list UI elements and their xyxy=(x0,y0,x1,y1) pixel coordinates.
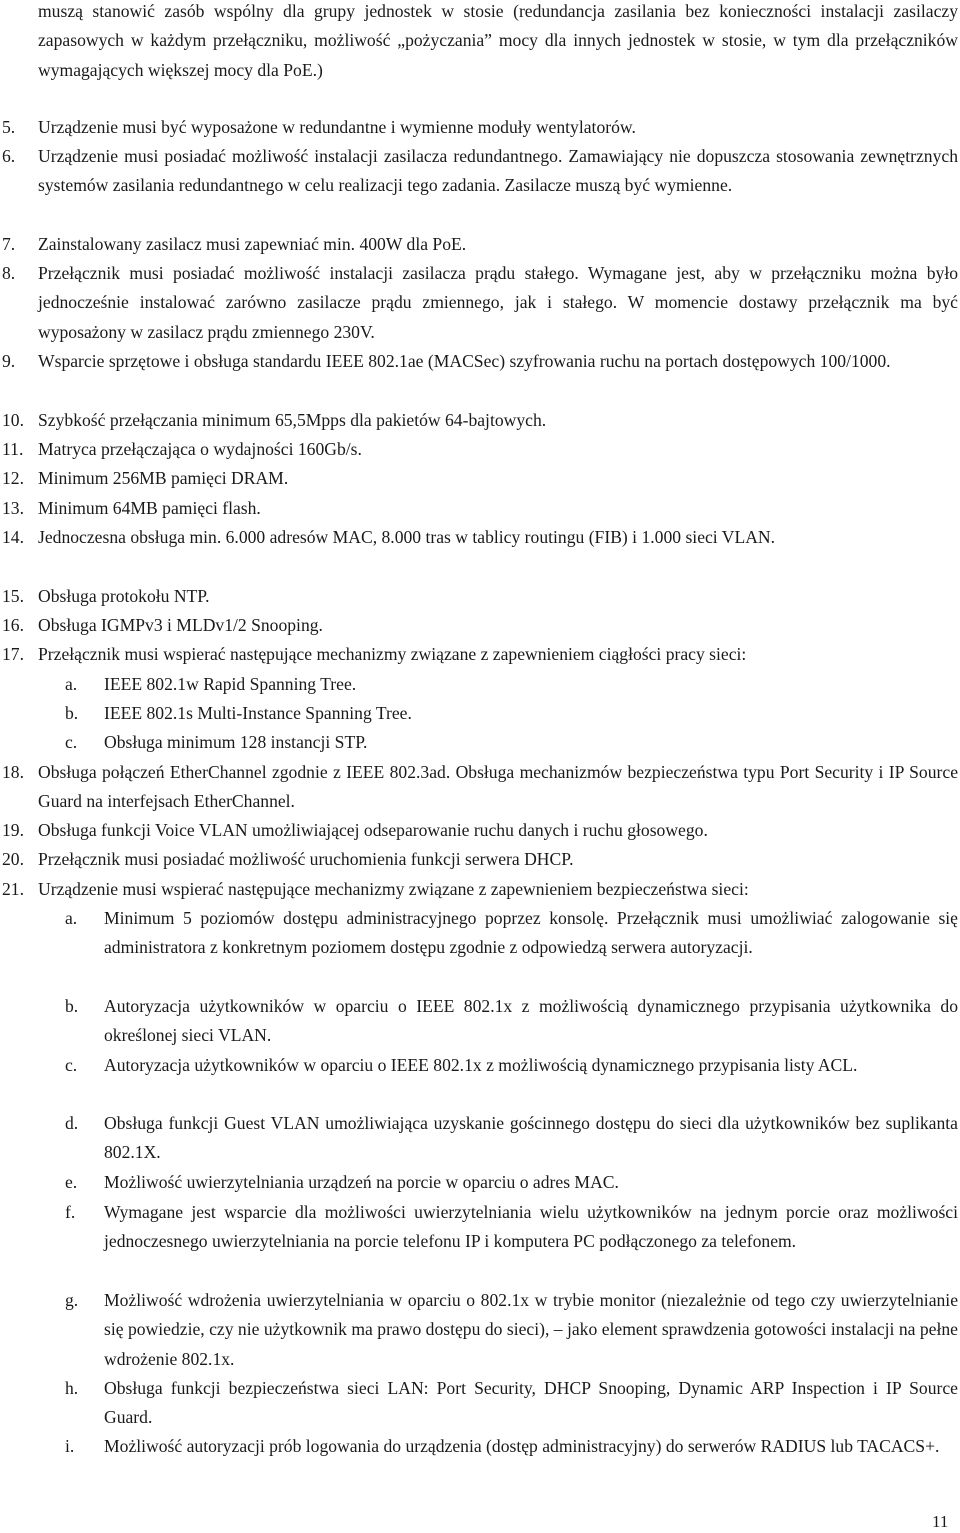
item-text: Obsługa protokołu NTP. xyxy=(38,586,210,606)
item-number: 17. xyxy=(2,644,24,664)
item-number: 20. xyxy=(2,849,24,869)
item-letter: a. xyxy=(65,674,78,694)
item-number: 11. xyxy=(2,439,24,459)
item-text: Urządzenie musi wspierać następujące mechanizmy związane z zapewnieniem bezpieczeństwa sieci: xyxy=(38,879,749,899)
item-text: IEEE 802.1w Rapid Spanning Tree. xyxy=(104,674,357,694)
item-text: Przełącznik musi wspierać następujące mechanizmy związane z zapewnieniem ciągłości pracy sieci: xyxy=(38,644,747,664)
item-text: Minimum 64MB pamięci flash. xyxy=(38,498,261,518)
item-letter: f. xyxy=(65,1202,76,1222)
item-text: Matryca przełączająca o wydajności 160Gb/s. xyxy=(38,439,362,459)
item-text: Przełącznik musi posiadać możliwość uruchomienia funkcji serwera DHCP. xyxy=(38,849,574,869)
item-number: 21. xyxy=(2,879,24,899)
item-letter: c. xyxy=(65,732,78,752)
item-letter: g. xyxy=(65,1290,79,1310)
item-letter: b. xyxy=(65,703,79,723)
item-text: Jednoczesna obsługa min. 6.000 adresów MAC, 8.000 tras w tablicy routingu (FIB) i 1.000 sieci VLAN. xyxy=(38,527,776,547)
item-number: 16. xyxy=(2,615,24,635)
item-letter: i. xyxy=(65,1436,75,1456)
item-number: 6. xyxy=(2,146,16,166)
item-text: Urządzenie musi posiadać możliwość instalacji zasilacza redundantnego. Zamawiający nie dopuszcza stosowania zewnętrznych systemów zasilania redundantnego w celu realizacji tego zadania. Zasilacze muszą być wymienne. xyxy=(38,146,958,196)
item-text: Przełącznik musi posiadać możliwość instalacji zasilacza prądu stałego. Wymagane jest, aby w przełączniku można było jednocześnie instalować zarówno zasilacze prądu zmiennego, jak i stałego. W momencie dostawy przełącznik ma być wyposażony w zasilacz prądu zmiennego 230V. xyxy=(38,263,958,342)
item-text: Autoryzacja użytkowników w oparciu o IEEE 802.1x z możliwością dynamicznego przypisania użytkownika do określonej sieci VLAN. xyxy=(104,996,958,1046)
item-text: Możliwość autoryzacji prób logowania do urządzenia (dostęp administracyjny) do serwerów RADIUS lub TACACS+. xyxy=(104,1436,940,1456)
item-number: 10. xyxy=(2,410,24,430)
item-number: 9. xyxy=(2,351,16,371)
item-text: Możliwość wdrożenia uwierzytelniania w oparciu o 802.1x w trybie monitor (niezależnie od tego czy uwierzytelnianie się powiedzie, czy nie użytkownik ma prawo dostępu do sieci), – jako element sprawdzenia gotowości instalacji na pełne wdrożenie 802.1x. xyxy=(104,1290,958,1369)
item-text: Szybkość przełączania minimum 65,5Mpps dla pakietów 64-bajtowych. xyxy=(38,410,547,430)
item-letter: c. xyxy=(65,1055,78,1075)
item-text: Obsługa funkcji bezpieczeństwa sieci LAN: Port Security, DHCP Snooping, Dynamic ARP Inspection i IP Source Guard. xyxy=(104,1378,958,1428)
page-number: 11 xyxy=(932,1512,949,1531)
item-text: Możliwość uwierzytelniania urządzeń na porcie w oparciu o adres MAC. xyxy=(104,1172,619,1192)
item-letter: b. xyxy=(65,996,79,1016)
item-text: Urządzenie musi być wyposażone w redundantne i wymienne moduły wentylatorów. xyxy=(38,117,636,137)
item-text: Obsługa połączeń EtherChannel zgodnie z IEEE 802.3ad. Obsługa mechanizmów bezpieczeństwa typu Port Security i IP Source Guard na interfejsach EtherChannel. xyxy=(38,762,958,812)
item-letter: e. xyxy=(65,1172,78,1192)
item-text: Zainstalowany zasilacz musi zapewniać min. 400W dla PoE. xyxy=(38,234,467,254)
item-letter: a. xyxy=(65,908,78,928)
continuation-paragraph: muszą stanowić zasób wspólny dla grupy jednostek w stosie (redundancja zasilania bez konieczności instalacji zasilaczy zapasowych w każdym przełączniku, możliwość „pożyczania” mocy dla innych jednostek w stosie, w tym dla przełączników wymagających większej mocy dla PoE.) xyxy=(38,1,958,80)
item-text: Wsparcie sprzętowe i obsługa standardu IEEE 802.1ae (MACSec) szyfrowania ruchu na portach dostępowych 100/1000. xyxy=(38,351,891,371)
item-text: Minimum 256MB pamięci DRAM. xyxy=(38,468,289,488)
item-letter: d. xyxy=(65,1113,79,1133)
item-number: 18. xyxy=(2,762,24,782)
item-number: 12. xyxy=(2,468,24,488)
item-text: Obsługa IGMPv3 i MLDv1/2 Snooping. xyxy=(38,615,323,635)
item-number: 19. xyxy=(2,820,24,840)
item-number: 13. xyxy=(2,498,24,518)
item-text: Obsługa minimum 128 instancji STP. xyxy=(104,732,368,752)
item-number: 8. xyxy=(2,263,16,283)
item-letter: h. xyxy=(65,1378,79,1398)
item-text: Minimum 5 poziomów dostępu administracyjnego poprzez konsolę. Przełącznik musi umożliwiać zalogowanie się administratora z konkretnym poziomem dostępu zgodnie z odpowiedzą serwera autoryzacji. xyxy=(104,908,958,958)
item-text: Obsługa funkcji Voice VLAN umożliwiającej odseparowanie ruchu danych i ruchu głosowego. xyxy=(38,820,708,840)
item-text: Autoryzacja użytkowników w oparciu o IEEE 802.1x z możliwością dynamicznego przypisania listy ACL. xyxy=(104,1055,858,1075)
item-number: 7. xyxy=(2,234,16,254)
item-number: 5. xyxy=(2,117,16,137)
item-text: Wymagane jest wsparcie dla możliwości uwierzytelniania wielu użytkowników na jednym porcie oraz możliwości jednoczesnego uwierzytelniania na porcie telefonu IP i komputera PC podłączonego za telefonem. xyxy=(104,1202,958,1252)
item-number: 15. xyxy=(2,586,24,606)
item-text: Obsługa funkcji Guest VLAN umożliwiająca uzyskanie gościnnego dostępu do sieci dla użytkowników bez suplikanta 802.1X. xyxy=(104,1113,958,1163)
item-number: 14. xyxy=(2,527,24,547)
item-text: IEEE 802.1s Multi-Instance Spanning Tree. xyxy=(104,703,412,723)
